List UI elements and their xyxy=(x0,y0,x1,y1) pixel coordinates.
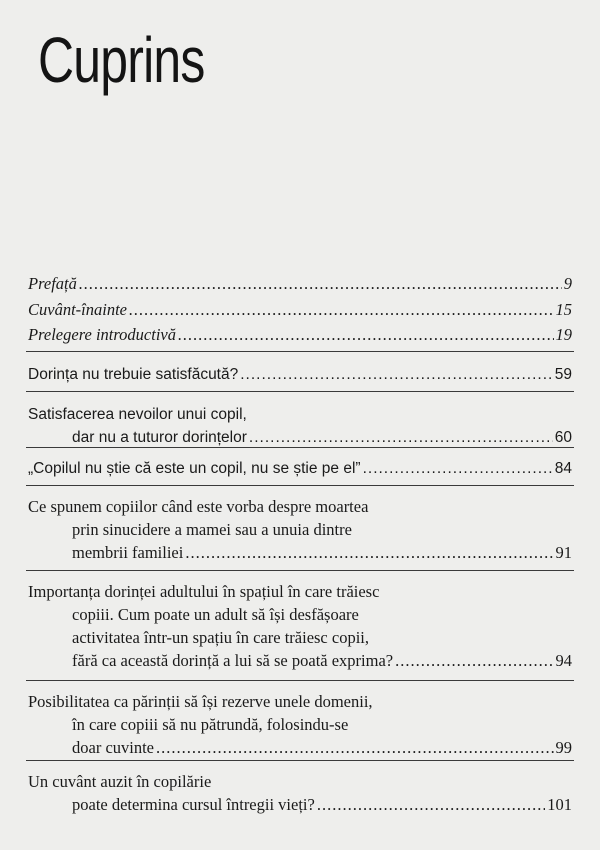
toc-entry-line xyxy=(28,603,572,626)
toc-entry-line xyxy=(28,626,572,649)
separator-rule xyxy=(26,447,574,448)
separator-rule xyxy=(26,485,574,486)
toc-entry xyxy=(28,457,572,480)
toc-entry-text: Dorința nu trebuie satisfăcută? xyxy=(28,366,239,383)
dot-leader xyxy=(185,541,553,564)
dot-leader xyxy=(240,363,553,386)
toc-entry xyxy=(28,495,572,564)
toc-entry xyxy=(28,403,572,449)
dot-leader xyxy=(129,298,554,321)
dot-leader xyxy=(156,736,553,759)
toc-entry xyxy=(28,770,572,816)
toc-entry-last-line xyxy=(28,649,572,672)
page-number: 99 xyxy=(555,738,572,757)
page-number: 94 xyxy=(555,651,572,670)
toc-entry-line xyxy=(28,580,572,603)
toc-entry-text: Prefață xyxy=(28,274,77,293)
toc-entry-text: Cuvânt-înainte xyxy=(28,300,127,319)
page-title: Cuprins xyxy=(38,24,205,96)
toc-entry-line xyxy=(28,495,572,518)
toc-entry-text: fără ca această dorință a lui să se poată exprima? xyxy=(72,651,394,670)
toc-entry-text: Posibilitatea ca părinții să își rezerve unele domenii, xyxy=(28,692,373,711)
separator-rule xyxy=(26,570,574,571)
toc-entry xyxy=(28,363,572,386)
dot-leader xyxy=(317,793,545,816)
toc-entry-line xyxy=(28,713,572,736)
separator-rule xyxy=(26,760,574,761)
toc-entry-text: în care copiii să nu pătrundă, folosindu-se xyxy=(72,715,349,734)
page-number: 15 xyxy=(555,300,572,319)
toc-entry-last-line xyxy=(28,272,572,295)
page-number: 59 xyxy=(554,366,572,383)
page-number: 84 xyxy=(554,460,572,477)
toc-entry xyxy=(28,298,572,321)
toc-entry xyxy=(28,272,572,295)
page-number: 101 xyxy=(547,795,572,814)
toc-entry-last-line xyxy=(28,541,572,564)
toc-entry-last-line xyxy=(28,323,572,346)
toc-entry-last-line xyxy=(28,363,572,386)
toc-entry xyxy=(28,580,572,672)
toc-entry xyxy=(28,323,572,346)
toc-entry-text: dar nu a tuturor dorințelor xyxy=(72,429,247,446)
dot-leader xyxy=(395,649,553,672)
separator-rule xyxy=(26,391,574,392)
toc-entry-last-line xyxy=(28,298,572,321)
dot-leader xyxy=(249,426,553,449)
page-number: 60 xyxy=(554,429,572,446)
toc-entry-text: Ce spunem copiilor când este vorba despre moartea xyxy=(28,497,369,516)
toc-entry-last-line xyxy=(28,457,572,480)
toc-entry-line xyxy=(28,518,572,541)
toc-entry-last-line xyxy=(28,426,572,449)
page-number: 91 xyxy=(555,543,572,562)
toc-entry-text: Un cuvânt auzit în copilărie xyxy=(28,772,212,791)
dot-leader xyxy=(79,272,562,295)
toc-entry-text: Satisfacerea nevoilor unui copil, xyxy=(28,406,247,423)
toc-entry-text: poate determina cursul întregii vieți? xyxy=(72,795,315,814)
dot-leader xyxy=(178,323,554,346)
toc-entry-line xyxy=(28,690,572,713)
toc-entry-text: activitatea într-un spațiu în care trăiesc copii, xyxy=(72,628,369,647)
toc-entry-line xyxy=(28,770,572,793)
page-number: 19 xyxy=(555,325,572,344)
toc-entry-text: copiii. Cum poate un adult să își desfășoare xyxy=(72,605,359,624)
page-number: 9 xyxy=(563,274,572,293)
separator-rule xyxy=(26,351,574,352)
toc-entry-last-line xyxy=(28,793,572,816)
toc-entry-text: „Copilul nu știe că este un copil, nu se știe pe el” xyxy=(28,460,361,477)
toc-entry-text: Importanța dorinței adultului în spațiul în care trăiesc xyxy=(28,582,380,601)
toc-entry-text: doar cuvinte xyxy=(72,738,155,757)
toc-entry xyxy=(28,690,572,759)
dot-leader xyxy=(363,457,553,480)
separator-rule xyxy=(26,680,574,681)
toc-entry-text: prin sinucidere a mamei sau a unuia dintre xyxy=(72,520,352,539)
toc-entry-text: membrii familiei xyxy=(72,543,184,562)
toc-entry-text: Prelegere introductivă xyxy=(28,325,176,344)
toc-entry-line xyxy=(28,403,572,426)
toc-entry-last-line xyxy=(28,736,572,759)
